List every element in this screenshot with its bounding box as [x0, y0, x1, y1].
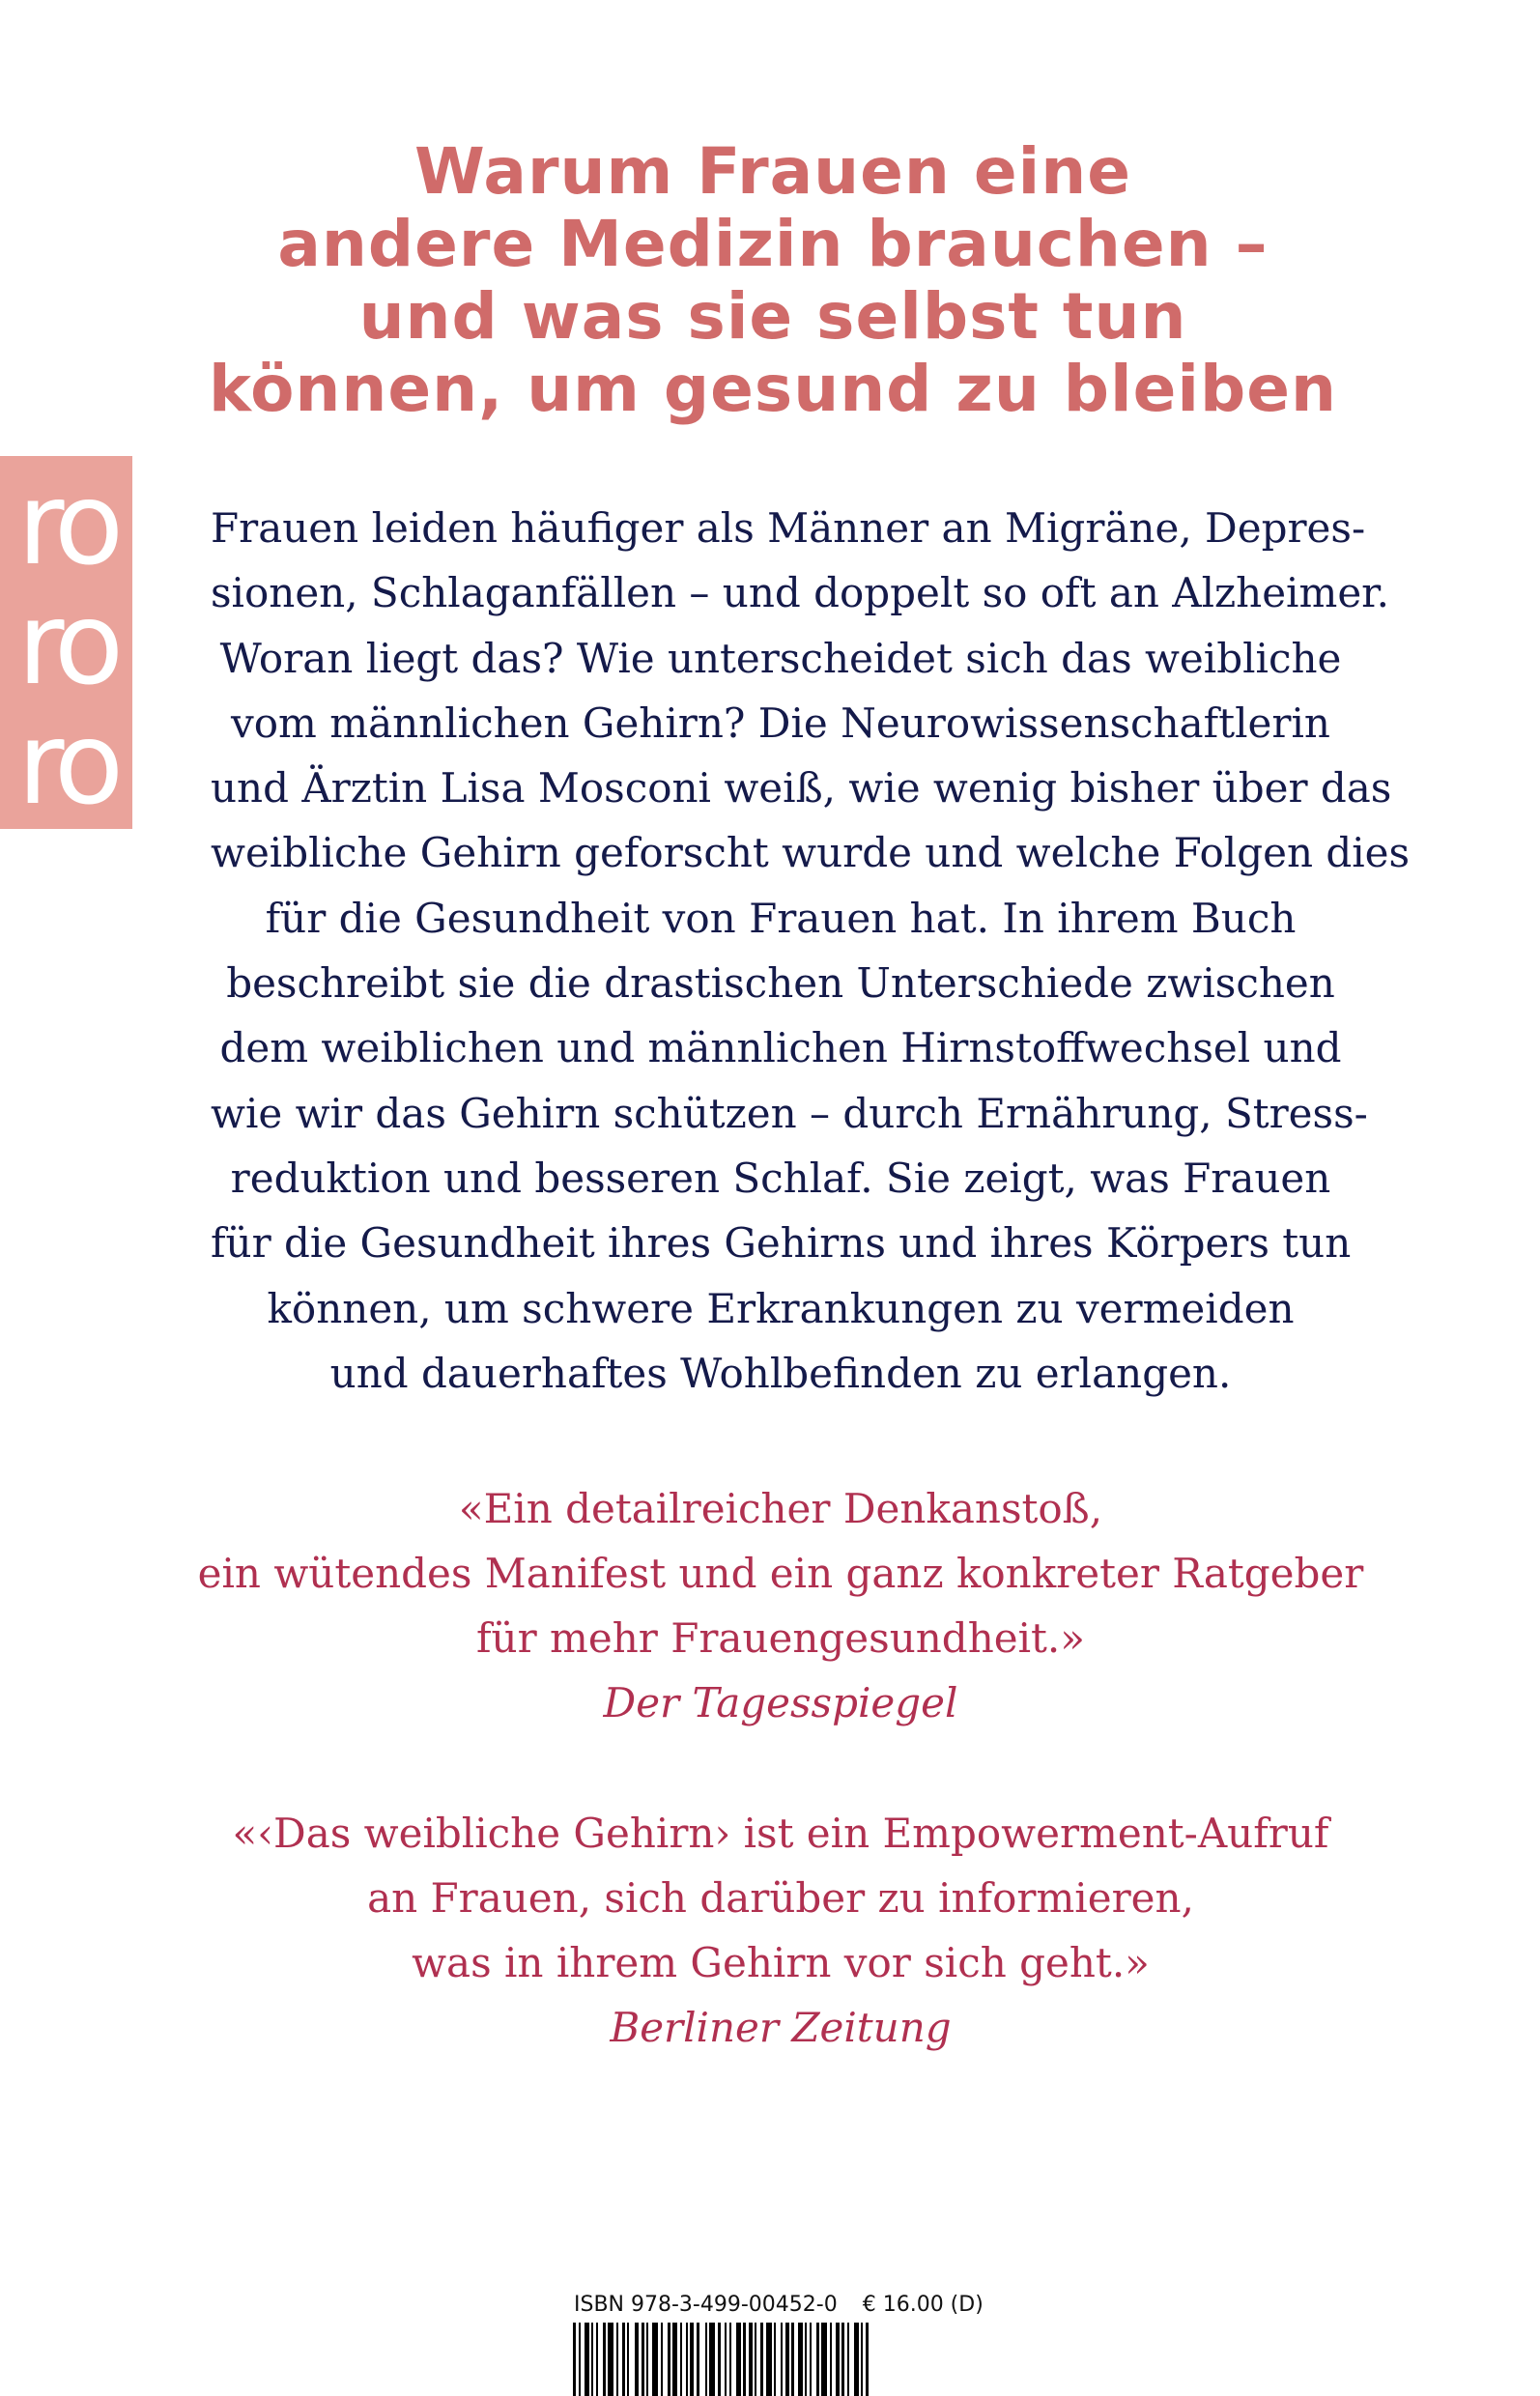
- barcode-bar: [616, 2323, 618, 2396]
- blurb-line: wie wir das Gehirn schützen – durch Ernährung, Stress-: [211, 1089, 1368, 1137]
- quote-source: Der Tagesspiegel: [603, 1679, 958, 1726]
- blurb-line: dem weiblichen und männlichen Hirnstoffwechsel und: [219, 1024, 1342, 1072]
- barcode-bar: [755, 2323, 756, 2396]
- blurb-text: [211, 496, 1411, 1406]
- blurb-line: Frauen leiden häufiger als Männer an Migräne, Depres-: [211, 504, 1366, 552]
- isbn-price-line: [574, 2293, 984, 2317]
- barcode-bar: [642, 2323, 644, 2396]
- barcode-bar: [668, 2323, 670, 2396]
- publisher-logo-mark: [17, 457, 117, 829]
- barcode: [573, 2323, 979, 2396]
- blurb-line: Woran liegt das? Wie unterscheidet sich das weibliche: [219, 634, 1342, 682]
- barcode-bar: [749, 2323, 753, 2396]
- barcode-bar: [805, 2323, 807, 2396]
- barcode-bar: [821, 2323, 827, 2396]
- blurb-line: können, um schwere Erkrankungen zu vermeiden: [267, 1284, 1295, 1332]
- barcode-bar: [709, 2323, 715, 2396]
- barcode-bar: [635, 2323, 639, 2396]
- barcode-bar: [810, 2323, 812, 2396]
- barcode-bar: [622, 2323, 625, 2396]
- blurb-line: und dauerhaftes Wohlbefinden zu erlangen.: [329, 1349, 1232, 1397]
- barcode-bar: [841, 2323, 844, 2396]
- barcode-bar: [697, 2323, 699, 2396]
- barcode-bar: [774, 2323, 776, 2396]
- headline-line: können, um gesund zu bleiben: [208, 352, 1338, 426]
- barcode-bar: [686, 2323, 688, 2396]
- headline: [193, 135, 1353, 425]
- blurb-line: weibliche Gehirn geforscht wurde und welche Folgen dies: [211, 829, 1411, 877]
- barcode-bar: [781, 2323, 783, 2396]
- blurb-line: für die Gesundheit ihres Gehirns und ihres Körpers tun: [211, 1219, 1352, 1268]
- quote-line: ein wütendes Manifest und ein ganz konkreter Ratgeber: [197, 1550, 1364, 1597]
- headline-line: und was sie selbst tun: [358, 279, 1187, 354]
- quote-line: was in ihrem Gehirn vor sich geht.»: [412, 1939, 1150, 1986]
- price-label: € 16.00 (D): [862, 2293, 984, 2317]
- barcode-bar: [760, 2323, 763, 2396]
- barcode-bar: [573, 2323, 576, 2396]
- quote-line: «Ein detailreicher Denkanstoß,: [458, 1485, 1103, 1532]
- headline-line: Warum Frauen eine: [414, 134, 1132, 209]
- barcode-bar: [816, 2323, 819, 2396]
- quote-line: an Frauen, sich darüber zu informieren,: [367, 1874, 1194, 1922]
- blurb-line: reduktion und besseren Schlaf. Sie zeigt, was Frauen: [230, 1154, 1331, 1202]
- barcode-bar: [680, 2323, 682, 2396]
- barcode-bar: [785, 2323, 789, 2396]
- barcode-bar: [729, 2323, 731, 2396]
- barcode-bar: [743, 2323, 746, 2396]
- barcode-bar: [603, 2323, 606, 2396]
- logo-line: ro: [17, 697, 117, 829]
- review-quote-berliner-zeitung: [193, 1801, 1368, 2060]
- barcode-bar: [608, 2323, 613, 2396]
- barcode-bar: [866, 2323, 869, 2396]
- barcode-bar: [661, 2323, 663, 2396]
- barcode-bar: [836, 2323, 840, 2396]
- logo-line: ro: [17, 457, 117, 590]
- barcode-bar: [725, 2323, 727, 2396]
- blurb-line: für die Gesundheit von Frauen hat. In ihrem Buch: [265, 894, 1297, 942]
- barcode-bar: [646, 2323, 648, 2396]
- barcode-bar: [791, 2323, 794, 2396]
- barcode-bar: [861, 2323, 863, 2396]
- quote-line: für mehr Frauengesundheit.»: [476, 1614, 1085, 1662]
- publisher-logo: [0, 456, 132, 829]
- blurb-line: und Ärztin Lisa Mosconi weiß, wie wenig bisher über das: [211, 764, 1392, 813]
- quote-source: Berliner Zeitung: [610, 2004, 952, 2051]
- isbn-number: ISBN 978-3-499-00452-0: [574, 2293, 838, 2317]
- barcode-bar: [718, 2323, 721, 2396]
- barcode-bar: [766, 2323, 772, 2396]
- barcode-bar: [847, 2323, 849, 2396]
- barcode-bar: [705, 2323, 707, 2396]
- barcode-bar: [690, 2323, 694, 2396]
- barcode-bar: [854, 2323, 859, 2396]
- barcode-bar: [798, 2323, 803, 2396]
- barcode-bar: [736, 2323, 741, 2396]
- barcode-bar: [591, 2323, 593, 2396]
- blurb-line: beschreibt sie die drastischen Unterschiede zwischen: [226, 959, 1335, 1008]
- barcode-bar: [585, 2323, 589, 2396]
- barcode-bar: [672, 2323, 677, 2396]
- blurb-line: sionen, Schlaganfällen – und doppelt so oft an Alzheimer.: [211, 569, 1389, 617]
- quote-line: «‹Das weibliche Gehirn› ist ein Empowerment-Aufruf: [232, 1810, 1329, 1857]
- barcode-bar: [579, 2323, 581, 2396]
- barcode-bar: [627, 2323, 629, 2396]
- barcode-bar: [830, 2323, 832, 2396]
- blurb-line: vom männlichen Gehirn? Die Neurowissenschaftlerin: [231, 699, 1330, 747]
- barcode-bar: [596, 2323, 598, 2396]
- logo-line: ro: [17, 577, 117, 710]
- review-quote-tagesspiegel: [193, 1476, 1368, 1735]
- barcode-bar: [652, 2323, 658, 2396]
- headline-line: andere Medizin brauchen –: [277, 207, 1269, 281]
